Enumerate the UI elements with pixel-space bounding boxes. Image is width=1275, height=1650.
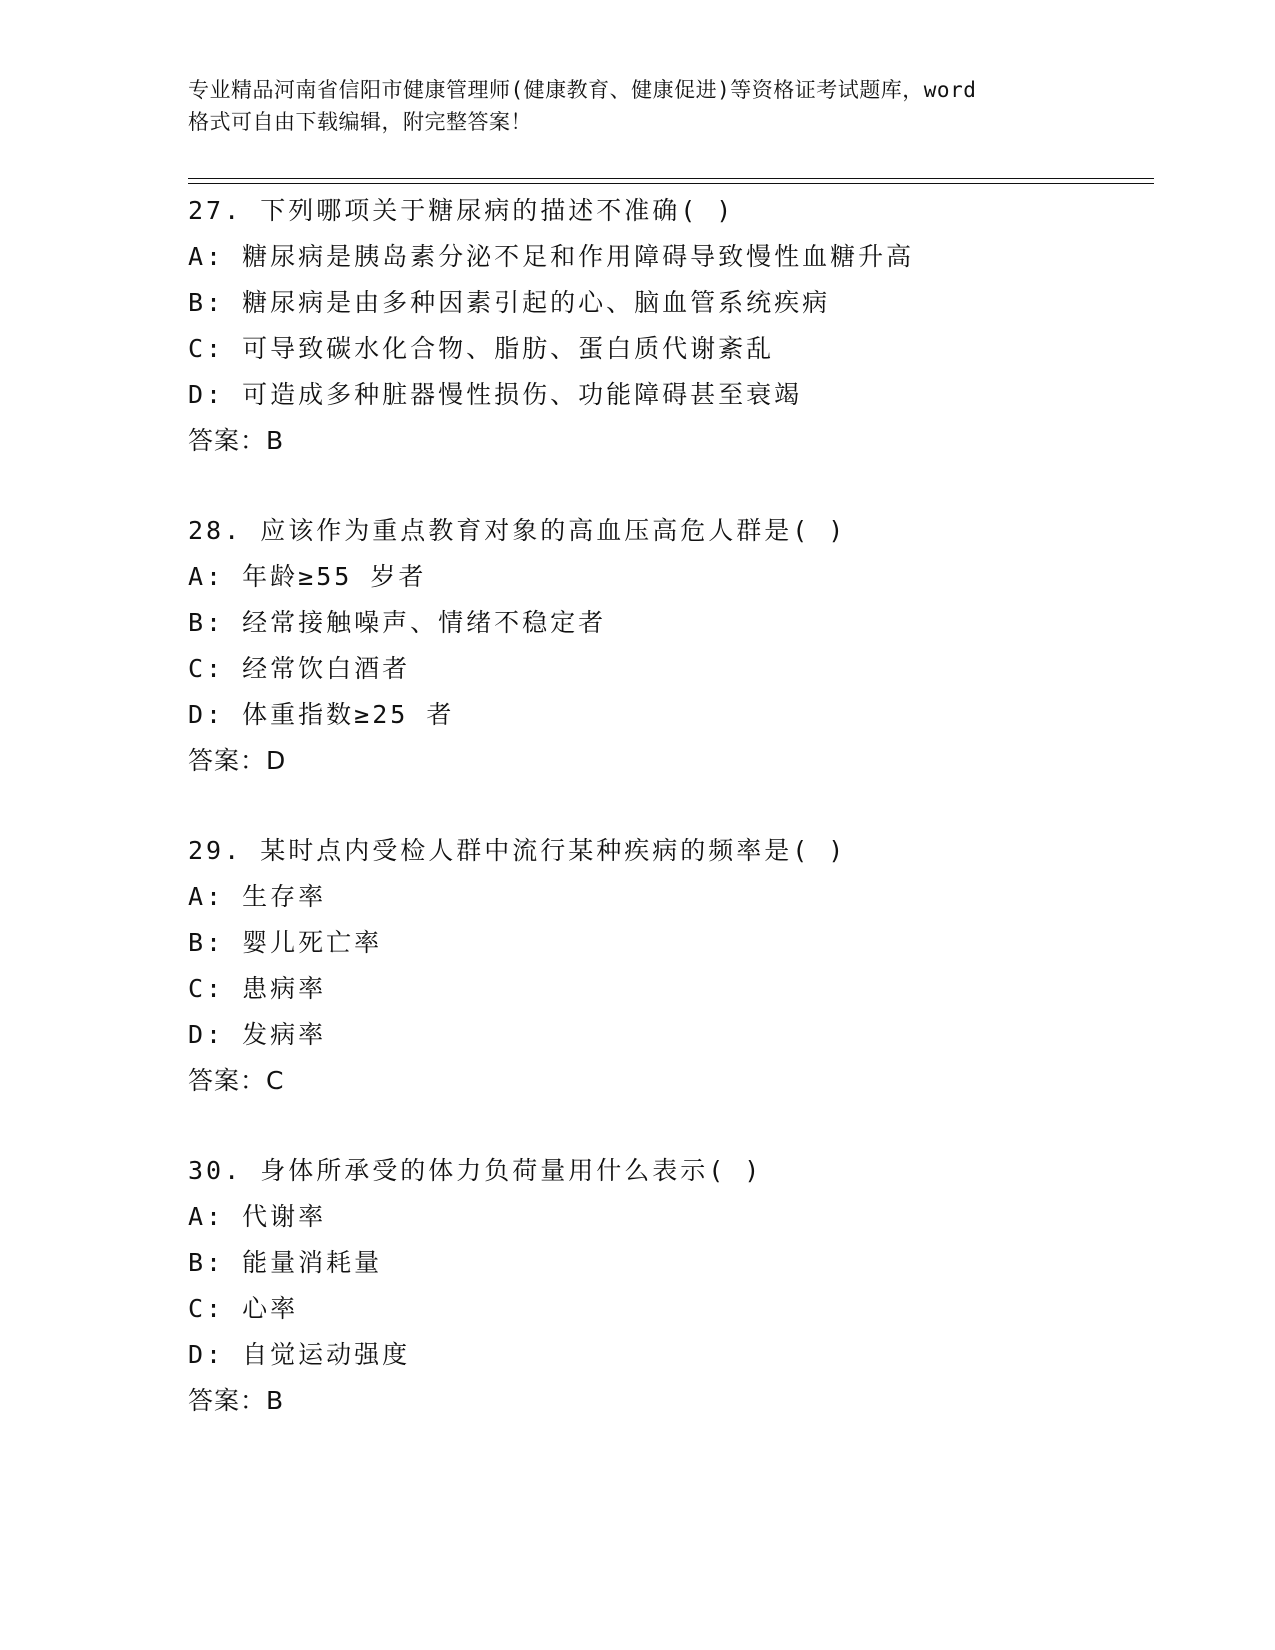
option-d: D: 体重指数≥25 者 [188,700,455,729]
document-header [188,74,1108,138]
option-c: C: 经常饮白酒者 [188,654,411,683]
question-stem: 28. 应该作为重点教育对象的高血压高危人群是( ) [188,516,847,545]
option-c: C: 患病率 [188,974,327,1003]
option-d: D: 发病率 [188,1020,327,1049]
option-c: C: 心率 [188,1294,299,1323]
question-29 [188,828,1154,1104]
option-a: A: 年龄≥55 岁者 [188,562,427,591]
header-line-2: 格式可自由下载编辑，附完整答案！ [188,110,532,134]
answer: 答案：B [188,426,285,455]
option-d: D: 自觉运动强度 [188,1340,411,1369]
option-a: A: 代谢率 [188,1202,327,1231]
option-d: D: 可造成多种脏器慢性损伤、功能障碍甚至衰竭 [188,380,803,409]
question-27 [188,188,1154,464]
option-c: C: 可导致碳水化合物、脂肪、蛋白质代谢紊乱 [188,334,775,363]
question-stem: 30. 身体所承受的体力负荷量用什么表示( ) [188,1156,763,1185]
answer: 答案：D [188,746,287,775]
option-a: A: 糖尿病是胰岛素分泌不足和作用障碍导致慢性血糖升高 [188,242,915,271]
question-30 [188,1148,1154,1424]
option-a: A: 生存率 [188,882,327,911]
header-divider-top [188,178,1154,179]
answer: 答案：C [188,1066,285,1095]
header-line-1: 专业精品河南省信阳市健康管理师(健康教育、健康促进)等资格证考试题库，word [188,78,977,102]
question-stem: 29. 某时点内受检人群中流行某种疾病的频率是( ) [188,836,847,865]
question-28 [188,508,1154,784]
option-b: B: 婴儿死亡率 [188,928,383,957]
option-b: B: 能量消耗量 [188,1248,383,1277]
header-divider-bottom [188,183,1154,184]
answer: 答案：B [188,1386,285,1415]
option-b: B: 经常接触噪声、情绪不稳定者 [188,608,607,637]
option-b: B: 糖尿病是由多种因素引起的心、脑血管系统疾病 [188,288,831,317]
question-stem: 27. 下列哪项关于糖尿病的描述不准确( ) [188,196,735,225]
